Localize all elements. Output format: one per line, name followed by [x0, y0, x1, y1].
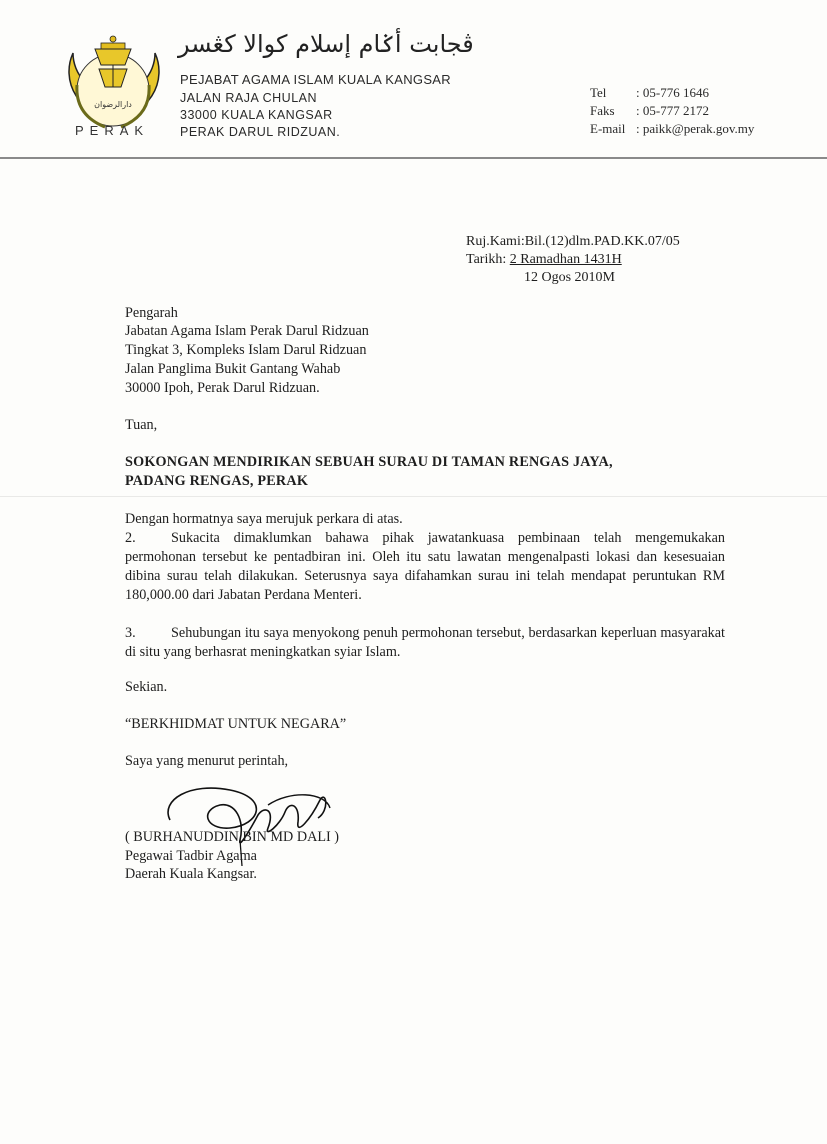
contact-email-label: E-mail [590, 121, 626, 136]
address-line-1: JALAN RAJA CHULAN [180, 91, 318, 105]
body-opening: Dengan hormatnya saya merujuk perkara di atas. [125, 511, 403, 527]
recipient-line-4: Jalan Panglima Bukit Gantang Wahab [125, 361, 341, 377]
crest-inner-text: دارالرضوان [94, 100, 132, 109]
recipient-line-1: Pengarah [125, 305, 178, 321]
contact-email [590, 121, 754, 137]
paragraph-3-text: Sehubungan itu saya menyokong penuh permohonan tersebut, berdasarkan keperluan masyarakat di situ yang berhasrat meningkatkan syiar Islam. [125, 625, 725, 660]
paragraph-3-number: 3. [125, 625, 136, 641]
header-divider [0, 157, 827, 159]
address-line-3: PERAK DARUL RIDZUAN. [180, 125, 341, 139]
body-paragraph-2 [125, 529, 725, 605]
contact-tel-label: Tel [590, 85, 607, 100]
recipient-line-3: Tingkat 3, Kompleks Islam Darul Ridzuan [125, 342, 367, 358]
closing-motto: “BERKHIDMAT UNTUK NEGARA” [125, 716, 347, 732]
paragraph-2-text: Sukacita dimaklumkan bahawa pihak jawatankuasa pembinaan telah mengemukakan permohonan tersebut ke pentadbiran ini. Oleh itu satu lawatan mengenalpasti lokasi dan kesesuaian dibina surau telah dilakukan. Seterusnya saya difahamkan surau ini telah mendapat peruntukan RM 180,000.00 dari Jabatan Perdana Menteri. [125, 530, 725, 603]
signer-title: Pegawai Tadbir Agama [125, 848, 257, 864]
closing-perintah: Saya yang menurut perintah, [125, 753, 289, 769]
contact-fax-value: : 05-777 2172 [636, 103, 709, 118]
paper-fold-line [0, 496, 827, 497]
contact-fax-label: Faks [590, 103, 615, 118]
paragraph-2-number: 2. [125, 530, 136, 546]
contact-email-value: : paikk@perak.gov.my [636, 121, 755, 136]
reference-date-hijri [466, 252, 622, 268]
reference-date-masihi: 12 Ogos 2010M [524, 270, 616, 285]
recipient-line-2: Jabatan Agama Islam Perak Darul Ridzuan [125, 323, 369, 339]
perak-crest-logo [55, 25, 170, 150]
contact-fax [590, 103, 709, 119]
signer-name: ( BURHANUDDIN BIN MD DALI ) [125, 829, 339, 845]
org-name: PEJABAT AGAMA ISLAM KUALA KANGSAR [180, 72, 451, 87]
subject-line-2: PADANG RENGAS, PERAK [125, 473, 309, 489]
recipient-line-5: 30000 Ipoh, Perak Darul Ridzuan. [125, 380, 320, 396]
date-label: Tarikh: [466, 252, 507, 267]
date-hijri: 2 Ramadhan 1431H [509, 252, 622, 267]
body-paragraph-3 [125, 624, 725, 662]
address-line-2: 33000 KUALA KANGSAR [180, 108, 333, 122]
contact-tel-value: : 05-776 1646 [636, 85, 709, 100]
reference-number: Ruj.Kami:Bil.(12)dlm.PAD.KK.07/05 [466, 234, 680, 249]
org-name-jawi: ڤجابت أݢام إسلام کوالا کڠسر [178, 30, 474, 58]
crest-label: PERAK [75, 123, 150, 138]
subject-line-1: SOKONGAN MENDIRIKAN SEBUAH SURAU DI TAMAN RENGAS JAYA, [125, 454, 613, 470]
contact-tel [590, 85, 709, 101]
signer-area: Daerah Kuala Kangsar. [125, 866, 257, 882]
salutation: Tuan, [125, 417, 158, 433]
closing-sekian: Sekian. [125, 679, 168, 695]
